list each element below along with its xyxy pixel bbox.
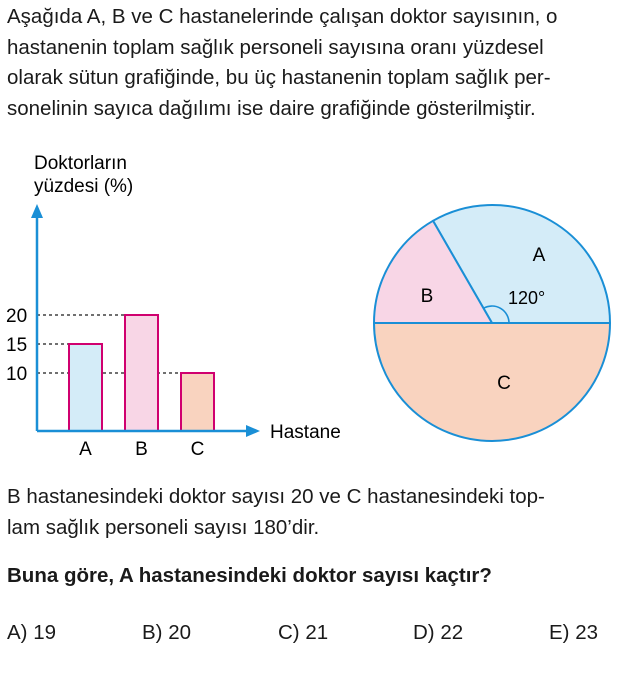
pie-label-b: B [420, 286, 434, 307]
question-text: Buna göre, A hastanesindeki doktor sayısı kaçtır? [7, 564, 492, 587]
pie-label-a: A [532, 245, 546, 266]
answer-choices [0, 621, 642, 651]
x-tick-label: A [79, 439, 92, 460]
choice-a[interactable]: A) 19 [7, 621, 56, 644]
y-tick-label: 20 [6, 306, 28, 327]
pie-chart [374, 205, 610, 441]
choice-d[interactable]: D) 22 [413, 621, 464, 644]
pie-label-c: C [497, 373, 511, 394]
bar-chart [6, 153, 341, 460]
intro-line: olarak sütun grafiğinde, bu üç hastanenin toplam sağlık per- [7, 66, 551, 89]
bar-a [69, 344, 102, 431]
pie-slices [374, 205, 610, 441]
y-tick-labels [6, 306, 27, 385]
intro-line: hastanenin toplam sağlık personeli sayısına oranı yüzdesel [7, 35, 544, 59]
x-tick-label: C [190, 439, 205, 460]
y-axis-arrow [31, 204, 43, 218]
x-axis-label: Hastane [270, 422, 341, 443]
y-tick-label: 15 [6, 335, 28, 356]
intro-paragraph [7, 2, 635, 124]
info-line: lam sağlık personeli sayısı 180’dir. [7, 515, 320, 539]
intro-line: sonelinin sayıca dağılımı ise daire grafiğinde gösterilmiştir. [7, 96, 536, 120]
choice-c[interactable]: C) 21 [278, 621, 329, 644]
y-tick-label: 10 [6, 364, 28, 385]
angle-annotation: 120° [508, 288, 546, 308]
x-tick-label: B [135, 439, 148, 460]
info-line: B hastanesindeki doktor sayısı 20 ve C hastanesindeki top- [7, 485, 545, 508]
figure [0, 140, 642, 470]
y-axis-label: yüzdesi (%) [34, 176, 134, 197]
reference-lines [37, 315, 181, 373]
y-axis-label: Doktorların [34, 153, 127, 174]
bar-c [181, 373, 214, 431]
x-axis-arrow [246, 425, 260, 437]
intro-line: Aşağıda A, B ve C hastanelerinde çalışan doktor sayısının, o [7, 5, 558, 28]
bars [69, 315, 214, 431]
pie-slice-c [374, 323, 610, 441]
choice-e[interactable]: E) 23 [549, 621, 598, 644]
x-tick-labels [79, 439, 204, 460]
info-paragraph [7, 482, 635, 543]
bar-b [125, 315, 158, 431]
choice-b[interactable]: B) 20 [142, 621, 191, 644]
